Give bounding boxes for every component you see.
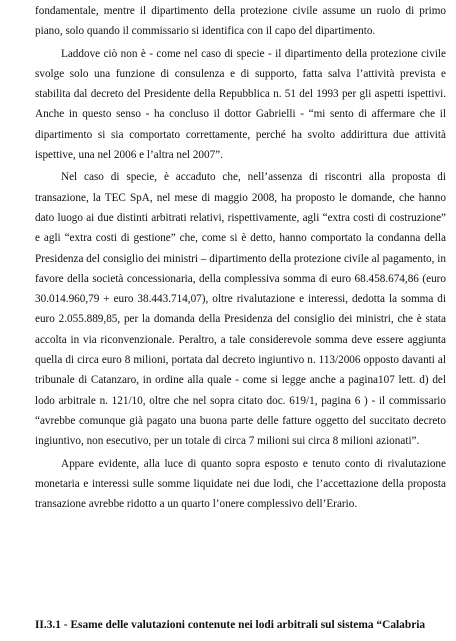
document-body [35, 1, 446, 514]
paragraph-4: Appare evidente, alla luce di quanto sopra esposto e tenuto conto di rivalutazione monetaria e interessi sulle somme liquidate nei due lodi, che l’accettazione della proposta transazione avrebbe ridotto a un quarto l’onere complessivo dell’Erario. [35, 457, 446, 511]
paragraph-3: Nel caso di specie, è accaduto che, nell’assenza di riscontri alla proposta di transazione, la TEC SpA, nel mese di maggio 2008, ha proposto le domande, che hanno dato luogo ai due distinti arbitrati relativi, rispettivamente, agli “extra costi di costruzione” e agli “extra costi di gestione” che, come si è detto, hanno comportato la condanna della Presidenza del consiglio dei ministri – dipartimento della protezione civile al pagamento, in favore della società concessionaria, della complessiva somma di euro 68.458.674,86 (euro 30.014.960,79 + euro 38.443.714,07), oltre rivalutazione e interessi, dedotta la somma di euro 2.055.889,85, per la domanda della Presidenza del consiglio dei ministri, che è stata accolta in via riconvenzionale. Peraltro, a tale considerevole somma deve essere aggiunta quella di circa euro 8 milioni, portata dal decreto ingiuntivo n. 113/2006 opposto davanti al tribunale di Catanzaro, in ordine alla quale - come si legge anche a pagina107 lett. d) del lodo arbitrale n. 121/10, oltre che nel sopra citato doc. 619/1, pagina 6 ) - il commissario “avrebbe comunque già pagato una buona parte delle fatture oggetto del succitato decreto ingiuntivo, non esecutivo, per un totale di circa 7 milioni sui circa 8 milioni azionati”. [35, 171, 446, 448]
paragraph-2: Laddove ciò non è - come nel caso di specie - il dipartimento della protezione civile svolge solo una funzione di consulenza e di supporto, fatta salva l’attività prevista e stabilita dal decreto del Presidente della Repubblica n. 51 del 1993 per gli aspetti ispettivi. Anche in questo senso - ha concluso il dottor Gabrielli - “mi sento di affermare che il dipartimento si sia comportato correttamente, perché ha svolto addirittura due attività ispettive, una nel 2006 e l’altra nel 2007”. [35, 47, 446, 162]
paragraph-1: fondamentale, mentre il dipartimento della protezione civile assume un ruolo di primo piano, solo quando il commissario si identifica con il capo del dipartimento. [35, 5, 446, 38]
section-heading: II.3.1 - Esame delle valutazioni contenute nei lodi arbitrali sul sistema “Calabria [35, 619, 426, 631]
